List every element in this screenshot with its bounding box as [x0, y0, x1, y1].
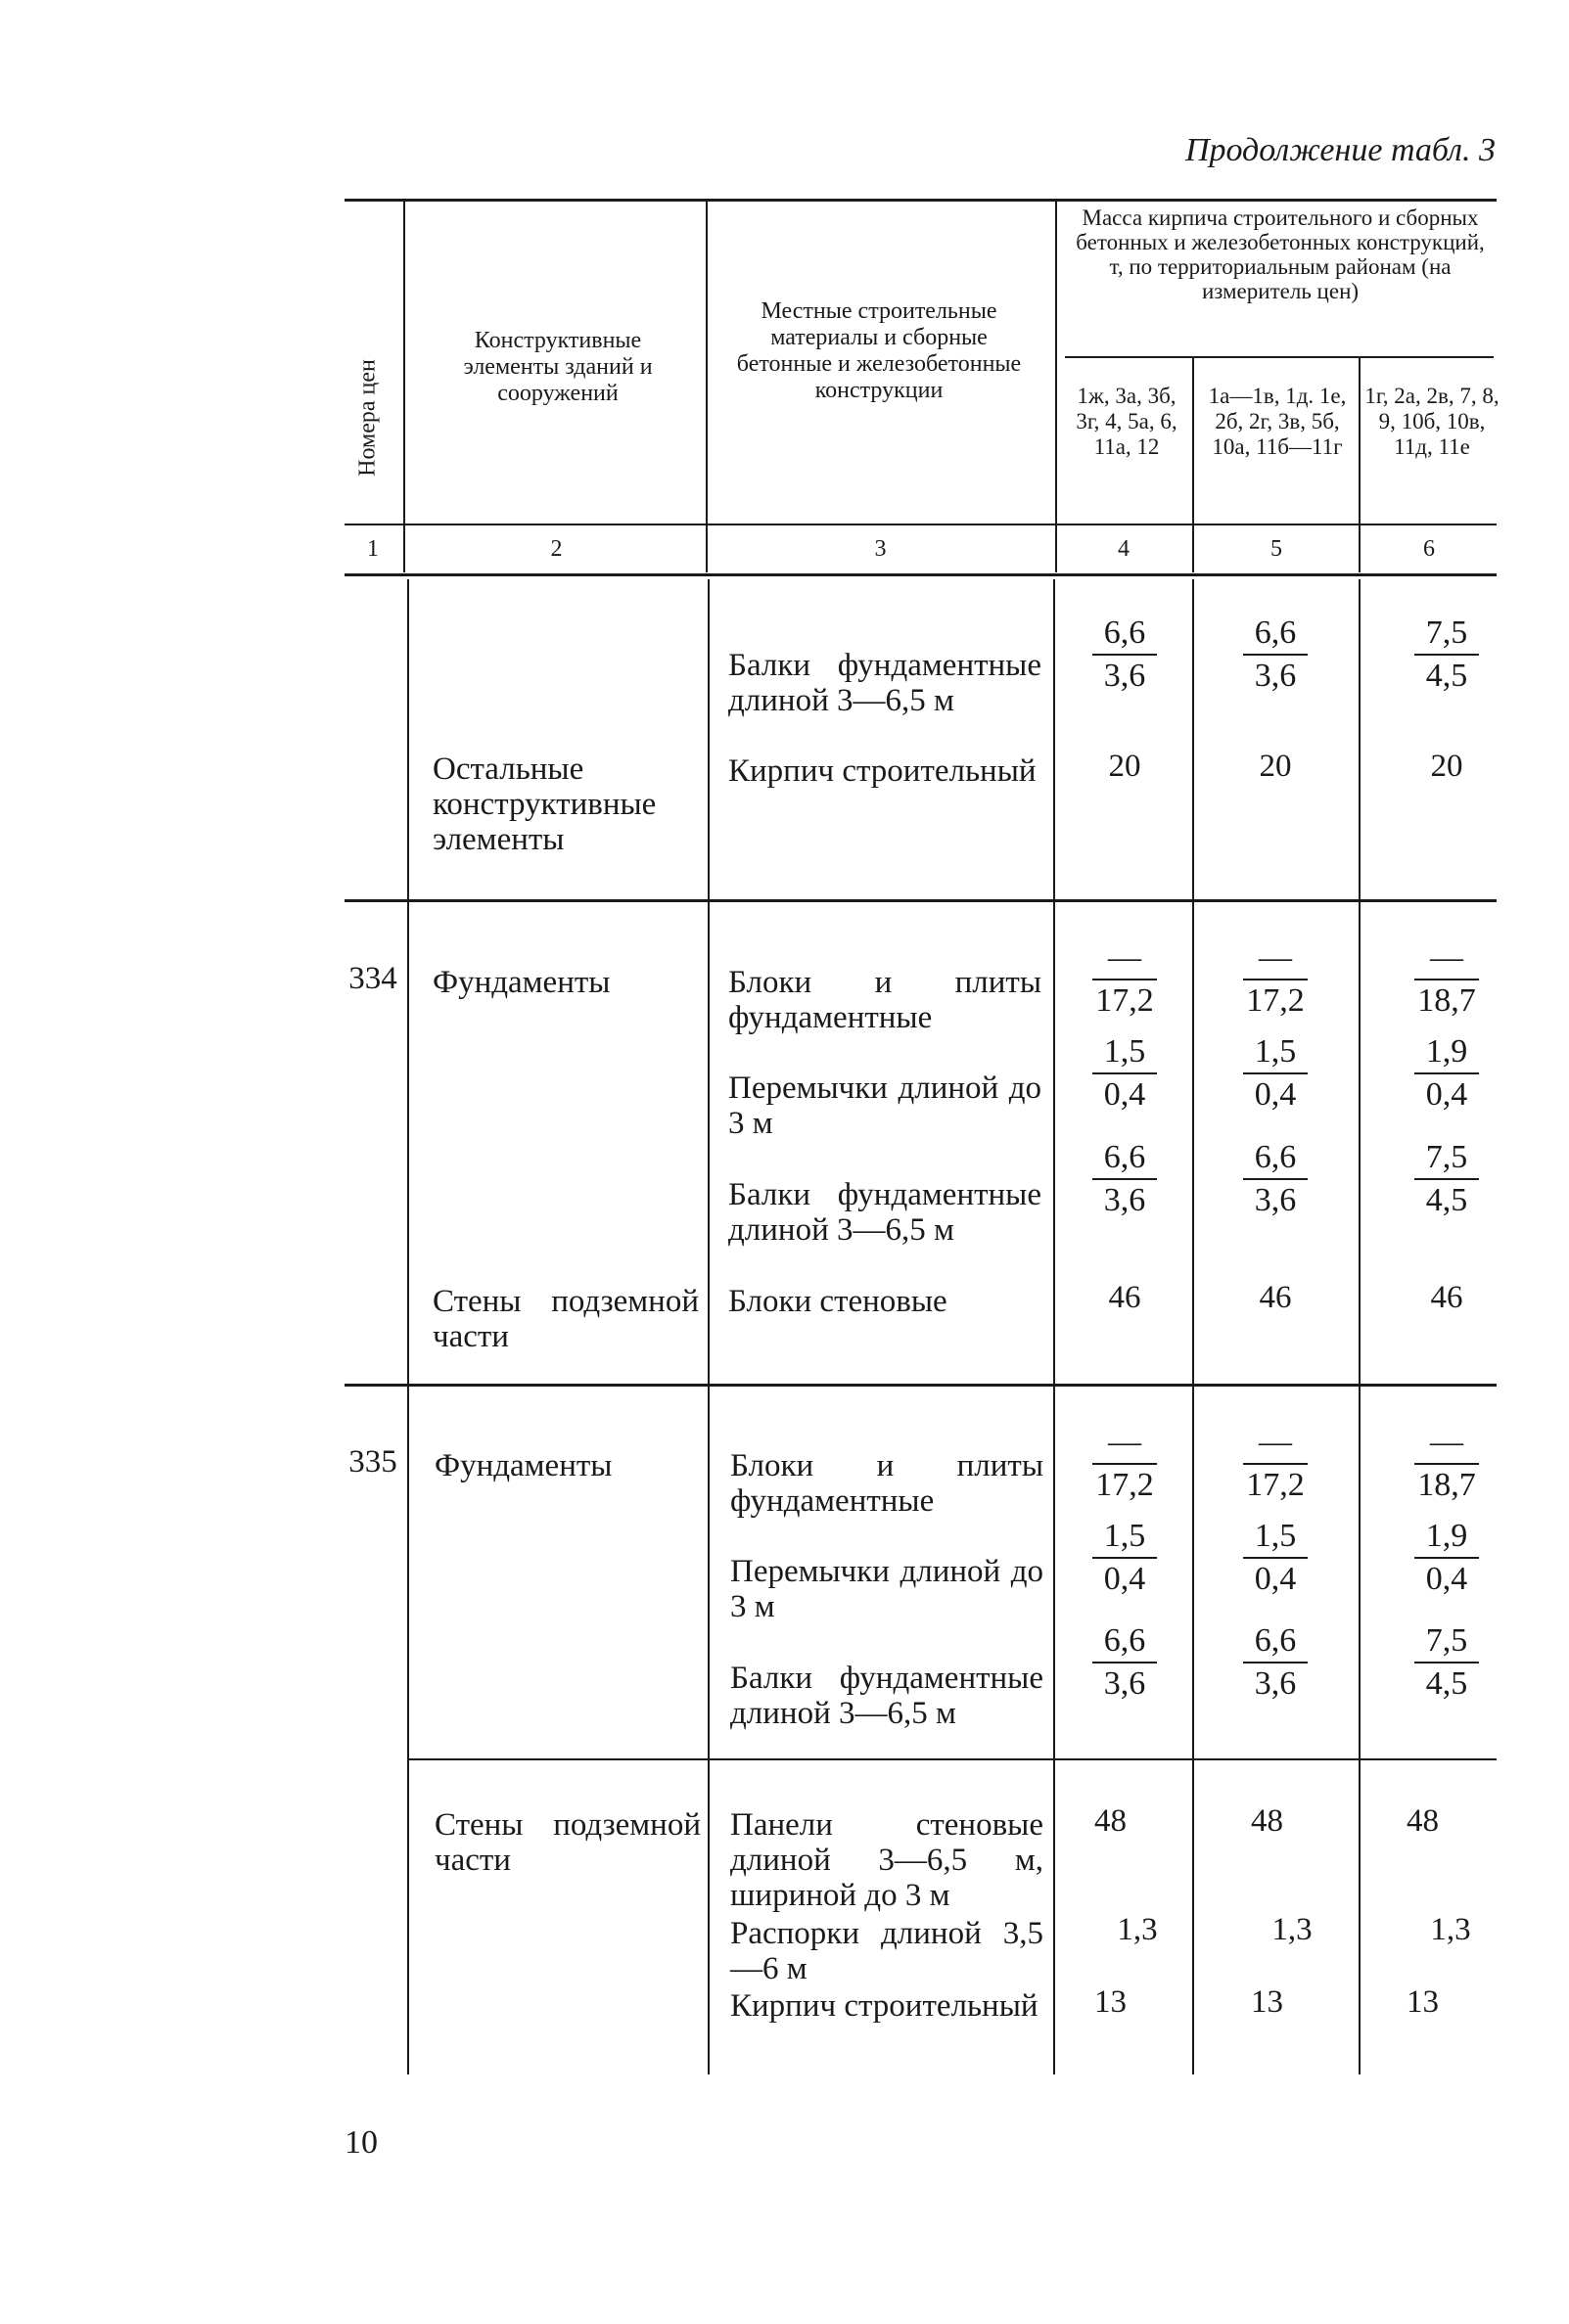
element-name: Остальные конструктивные элементы [433, 752, 657, 857]
header-col2: Конструктивные элементы зданий и сооружений [463, 328, 653, 406]
table-continuation-caption: Продолжение табл. 3 [1184, 132, 1496, 168]
fraction-value: 7,5 4,5 [1388, 1620, 1505, 1705]
cell-value: 1,3 [1117, 1912, 1158, 1947]
column-number: 1 [367, 536, 379, 562]
column-rule [706, 201, 708, 572]
cell-value: 20 [1430, 749, 1463, 784]
column-rule [1359, 579, 1361, 2074]
fraction-value: 6,6 3,6 [1217, 613, 1334, 697]
group-header-rule [1065, 356, 1494, 358]
header-col6: 1г, 2а, 2в, 7, 8, 9, 10б, 10в, 11д, 11е [1364, 384, 1500, 459]
column-rule [403, 201, 405, 572]
header-group: Масса кирпича строительного и сборных бетонных и железобетонных конструкций, т, по территориальным районам (на измеритель цен) [1076, 205, 1485, 303]
header-bottom-rule [345, 524, 1497, 525]
fraction-value: — 17,2 [1217, 937, 1334, 1022]
column-number: 5 [1270, 536, 1282, 562]
column-number: 2 [550, 536, 563, 562]
column-rule [1055, 201, 1057, 572]
section-divider-rule [345, 1384, 1497, 1387]
material-name: Блоки и плиты фундаментные [728, 965, 1041, 1035]
header-col3: Местные строительные материалы и сборные бетонные и железобетонные конструкции [736, 298, 1022, 403]
column-rule [407, 579, 409, 2074]
cell-value: 13 [1094, 1984, 1127, 2020]
material-name: Блоки и плиты фундаментные [730, 1448, 1043, 1519]
material-name: Перемычки длиной до 3 м [728, 1071, 1041, 1141]
fraction-value: 1,9 0,4 [1388, 1031, 1505, 1116]
material-name: Балки фундаментные длиной 3—6,5 м [728, 648, 1041, 718]
column-rule [708, 579, 710, 2074]
material-name: Перемычки длиной до 3 м [730, 1554, 1043, 1624]
table-top-rule [345, 199, 1497, 202]
fraction-value: 1,5 0,4 [1217, 1031, 1334, 1116]
section-divider-rule [345, 899, 1497, 902]
element-name: Фундаменты [435, 1448, 613, 1483]
cell-value: 13 [1251, 1984, 1283, 2020]
fraction-value: 6,6 3,6 [1066, 613, 1183, 697]
fraction-value: 7,5 4,5 [1388, 613, 1505, 697]
page-number: 10 [345, 2124, 378, 2161]
fraction-value: 1,5 0,4 [1217, 1516, 1334, 1600]
material-name: Кирпич строительный [728, 753, 1037, 789]
material-name: Балки фундаментные длиной 3—6,5 м [730, 1661, 1043, 1731]
element-name: Стены подземной части [433, 1284, 699, 1354]
cell-value: 1,3 [1271, 1912, 1313, 1947]
fraction-value: 1,9 0,4 [1388, 1516, 1505, 1600]
material-name: Панели стеновые длиной 3—6,5 м, шириной до 3 м [730, 1807, 1043, 1913]
price-number: 334 [348, 961, 397, 996]
material-name: Балки фундаментные длиной 3—6,5 м [728, 1177, 1041, 1248]
cell-value: 46 [1430, 1280, 1463, 1315]
fraction-value: — 17,2 [1066, 1422, 1183, 1506]
price-number: 335 [348, 1444, 397, 1480]
fraction-value: — 18,7 [1388, 937, 1505, 1022]
cell-value: 48 [1251, 1803, 1283, 1839]
header-col4: 1ж, 3а, 3б, 3г, 4, 5а, 6, 11а, 12 [1076, 384, 1177, 459]
fraction-value: — 17,2 [1217, 1422, 1334, 1506]
column-rule [1053, 579, 1055, 2074]
cell-value: 46 [1259, 1280, 1292, 1315]
fraction-value: 6,6 3,6 [1066, 1137, 1183, 1221]
column-numbers-rule [345, 573, 1497, 576]
element-name: Стены подземной части [435, 1807, 701, 1878]
cell-value: 20 [1259, 749, 1292, 784]
material-name: Кирпич строительный [730, 1988, 1038, 2024]
cell-value: 20 [1108, 749, 1141, 784]
material-name: Распорки длиной 3,5—6 м [730, 1916, 1043, 1986]
fraction-value: — 17,2 [1066, 937, 1183, 1022]
element-name: Фундаменты [433, 965, 611, 1000]
fraction-value: 1,5 0,4 [1066, 1516, 1183, 1600]
subsection-rule [409, 1758, 1497, 1760]
column-number: 3 [874, 536, 887, 562]
fraction-value: 1,5 0,4 [1066, 1031, 1183, 1116]
fraction-value: 6,6 3,6 [1066, 1620, 1183, 1705]
header-col1: Номера цен [354, 359, 381, 477]
fraction-value: 6,6 3,6 [1217, 1137, 1334, 1221]
cell-value: 48 [1094, 1803, 1127, 1839]
column-number: 4 [1118, 536, 1130, 562]
fraction-value: 6,6 3,6 [1217, 1620, 1334, 1705]
column-number: 6 [1423, 536, 1435, 562]
cell-value: 1,3 [1430, 1912, 1471, 1947]
material-name: Блоки стеновые [728, 1284, 947, 1319]
cell-value: 46 [1108, 1280, 1141, 1315]
cell-value: 48 [1407, 1803, 1439, 1839]
cell-value: 13 [1407, 1984, 1439, 2020]
fraction-value: — 18,7 [1388, 1422, 1505, 1506]
column-rule [1192, 579, 1194, 2074]
header-col5: 1а—1в, 1д. 1е, 2б, 2г, 3в, 5б, 10а, 11б—11г [1208, 384, 1347, 459]
fraction-value: 7,5 4,5 [1388, 1137, 1505, 1221]
